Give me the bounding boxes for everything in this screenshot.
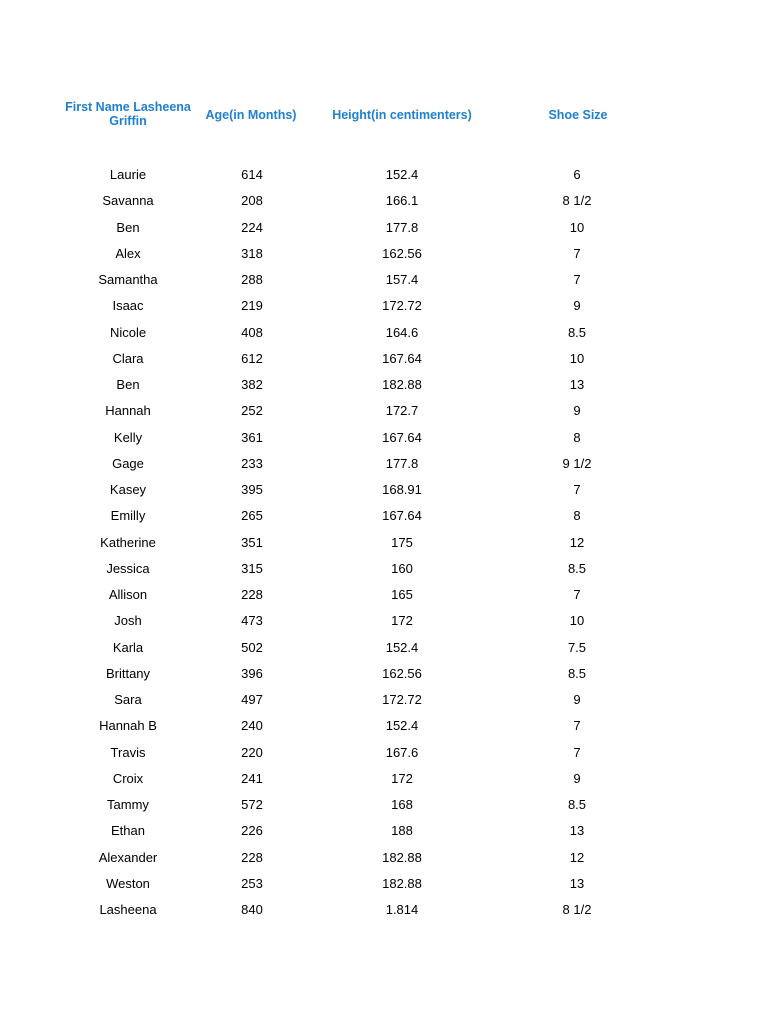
column-header-age: Age(in Months) — [205, 108, 297, 122]
shoe-size-cell: 13 — [569, 875, 585, 891]
height-cell: 166.1 — [385, 193, 419, 209]
shoe-size-cell: 10 — [569, 350, 585, 366]
table-row — [0, 164, 768, 190]
table-row — [0, 400, 768, 426]
age-cell: 315 — [241, 560, 263, 576]
height-cell: 160 — [391, 560, 413, 576]
table-row — [0, 610, 768, 636]
height-cell: 172 — [391, 770, 413, 786]
table-row — [0, 217, 768, 243]
shoe-size-cell: 8 — [573, 429, 581, 445]
shoe-size-cell: 7 — [573, 587, 581, 602]
shoe-size-cell: 9 — [573, 298, 581, 314]
height-cell: 172 — [391, 613, 413, 629]
age-cell: 228 — [241, 849, 263, 865]
name-cell: Tammy — [107, 797, 149, 812]
age-cell: 265 — [241, 508, 263, 524]
name-cell: Lasheena — [99, 902, 157, 917]
age-cell: 252 — [241, 403, 263, 419]
shoe-size-cell: 7.5 — [567, 639, 587, 655]
height-cell: 175 — [391, 534, 413, 550]
name-cell: Savanna — [102, 193, 154, 209]
height-cell: 168.91 — [382, 482, 422, 497]
height-cell: 167.64 — [382, 508, 422, 524]
table-row — [0, 505, 768, 531]
name-cell: Karla — [112, 639, 144, 655]
age-cell: 226 — [241, 823, 263, 839]
height-cell: 168 — [391, 797, 413, 812]
height-cell: 152.4 — [385, 167, 419, 182]
age-cell: 502 — [241, 639, 263, 655]
shoe-size-cell: 8.5 — [567, 797, 587, 812]
shoe-size-cell: 12 — [569, 849, 585, 865]
age-cell: 612 — [241, 350, 263, 366]
age-cell: 408 — [241, 324, 263, 340]
age-cell: 497 — [241, 692, 263, 707]
table-row — [0, 899, 768, 925]
table-row — [0, 190, 768, 216]
height-cell: 188 — [391, 823, 413, 839]
age-cell: 208 — [241, 193, 263, 209]
age-cell: 288 — [241, 272, 263, 287]
name-cell: Allison — [108, 587, 148, 602]
table-row — [0, 453, 768, 479]
table-row — [0, 794, 768, 820]
name-cell: Katherine — [100, 534, 156, 550]
age-cell: 220 — [241, 744, 263, 760]
name-cell: Ethan — [111, 823, 145, 839]
age-cell: 219 — [241, 298, 263, 314]
age-cell: 253 — [241, 875, 263, 891]
name-cell: Clara — [112, 350, 144, 366]
height-cell: 182.88 — [382, 849, 422, 865]
shoe-size-cell: 9 — [573, 692, 581, 707]
age-cell: 318 — [241, 245, 263, 261]
height-cell: 1.814 — [385, 902, 419, 917]
column-header-height: Height(in centimenters) — [332, 108, 472, 122]
name-cell: Isaac — [112, 298, 144, 314]
age-cell: 395 — [241, 482, 263, 497]
name-cell: Ben — [116, 219, 140, 235]
column-header-name: First Name Lasheena Griffin — [65, 100, 191, 128]
age-cell: 228 — [241, 587, 263, 602]
name-cell: Sara — [114, 692, 142, 707]
height-cell: 172.7 — [385, 403, 419, 419]
table-row — [0, 374, 768, 400]
name-cell: Kelly — [113, 429, 143, 445]
age-cell: 840 — [241, 902, 263, 917]
table-row — [0, 663, 768, 689]
height-cell: 165 — [391, 587, 413, 602]
shoe-size-cell: 8.5 — [567, 560, 587, 576]
height-cell: 157.4 — [385, 272, 419, 287]
shoe-size-cell: 7 — [573, 245, 581, 261]
column-header-shoe-size: Shoe Size — [548, 108, 608, 122]
table-row — [0, 637, 768, 663]
age-cell: 396 — [241, 665, 263, 681]
table-row — [0, 820, 768, 846]
shoe-size-cell: 12 — [569, 534, 585, 550]
table-row — [0, 768, 768, 794]
height-cell: 182.88 — [382, 875, 422, 891]
age-cell: 240 — [241, 718, 263, 734]
name-cell: Croix — [112, 770, 144, 786]
shoe-size-cell: 9 1/2 — [562, 455, 592, 471]
age-cell: 241 — [241, 770, 263, 786]
height-cell: 177.8 — [385, 455, 419, 471]
age-cell: 572 — [241, 797, 263, 812]
name-cell: Hannah — [105, 403, 151, 419]
shoe-size-cell: 7 — [573, 744, 581, 760]
height-cell: 177.8 — [385, 219, 419, 235]
shoe-size-cell: 10 — [569, 613, 585, 629]
table-row — [0, 269, 768, 295]
table-row — [0, 322, 768, 348]
height-cell: 172.72 — [382, 692, 422, 707]
table-row — [0, 243, 768, 269]
age-cell: 351 — [241, 534, 263, 550]
shoe-size-cell: 10 — [569, 219, 585, 235]
age-cell: 614 — [241, 167, 263, 182]
table-row — [0, 295, 768, 321]
shoe-size-cell: 8 1/2 — [562, 193, 592, 209]
height-cell: 164.6 — [385, 324, 419, 340]
shoe-size-cell: 8 — [573, 508, 581, 524]
name-cell: Weston — [106, 875, 150, 891]
table-row — [0, 847, 768, 873]
shoe-size-cell: 13 — [569, 377, 585, 392]
shoe-size-cell: 8.5 — [567, 324, 587, 340]
table-row — [0, 348, 768, 374]
table-row — [0, 873, 768, 899]
shoe-size-cell: 7 — [573, 272, 581, 287]
height-cell: 152.4 — [385, 639, 419, 655]
height-cell: 167.64 — [382, 429, 422, 445]
name-cell: Alex — [115, 245, 141, 261]
name-cell: Josh — [114, 613, 142, 629]
name-cell: Kasey — [109, 482, 147, 497]
table-row — [0, 715, 768, 741]
table-row — [0, 427, 768, 453]
table-row — [0, 532, 768, 558]
name-cell: Samantha — [98, 272, 158, 287]
name-cell: Hannah B — [99, 718, 157, 734]
name-cell: Jessica — [106, 560, 150, 576]
table-row — [0, 479, 768, 505]
shoe-size-cell: 6 — [573, 167, 581, 182]
name-cell: Brittany — [105, 665, 151, 681]
shoe-size-cell: 8 1/2 — [562, 902, 592, 917]
height-cell: 167.6 — [385, 744, 419, 760]
name-cell: Nicole — [109, 324, 147, 340]
height-cell: 167.64 — [382, 350, 422, 366]
age-cell: 382 — [241, 377, 263, 392]
data-table — [0, 164, 768, 925]
table-row — [0, 742, 768, 768]
age-cell: 224 — [241, 219, 263, 235]
shoe-size-cell: 9 — [573, 770, 581, 786]
age-cell: 233 — [241, 455, 263, 471]
name-cell: Laurie — [109, 167, 147, 182]
height-cell: 162.56 — [382, 245, 422, 261]
name-cell: Alexander — [98, 849, 158, 865]
shoe-size-cell: 13 — [569, 823, 585, 839]
table-row — [0, 584, 768, 610]
height-cell: 152.4 — [385, 718, 419, 734]
name-cell: Travis — [110, 744, 146, 760]
shoe-size-cell: 7 — [573, 718, 581, 734]
age-cell: 361 — [241, 429, 263, 445]
shoe-size-cell: 9 — [573, 403, 581, 419]
shoe-size-cell: 7 — [573, 482, 581, 497]
height-cell: 182.88 — [382, 377, 422, 392]
name-cell: Emilly — [110, 508, 146, 524]
name-cell: Gage — [112, 455, 144, 471]
age-cell: 473 — [241, 613, 263, 629]
table-row — [0, 558, 768, 584]
height-cell: 162.56 — [382, 665, 422, 681]
shoe-size-cell: 8.5 — [567, 665, 587, 681]
height-cell: 172.72 — [382, 298, 422, 314]
name-cell: Ben — [116, 377, 140, 392]
table-row — [0, 689, 768, 715]
